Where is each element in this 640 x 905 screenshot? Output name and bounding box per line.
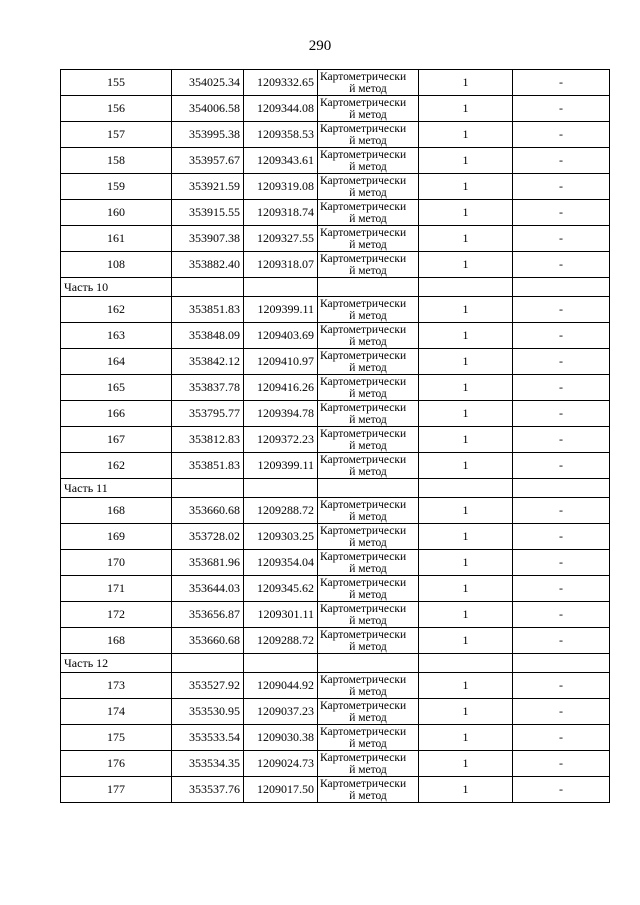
note-cell: -: [513, 699, 610, 725]
x-coordinate-cell: 354025.34: [172, 70, 244, 96]
table-row: [61, 200, 610, 226]
method-line-1: Картометрически: [320, 148, 407, 161]
x-coordinate-cell: 354006.58: [172, 96, 244, 122]
table-row: [61, 576, 610, 602]
method-cell: [318, 297, 419, 323]
method-line-2: й метод: [349, 536, 387, 549]
table-row: [61, 70, 610, 96]
accuracy-cell: 1: [419, 226, 513, 252]
page-number: 290: [308, 38, 332, 54]
empty-cell: [244, 278, 318, 297]
x-coordinate-cell: 353656.87: [172, 602, 244, 628]
method-cell: [318, 375, 419, 401]
x-coordinate-cell: 353660.68: [172, 498, 244, 524]
table-row: [61, 699, 610, 725]
part-label: Часть 12: [61, 654, 172, 673]
method-line-1: Картометрически: [320, 226, 407, 239]
method-cell: [318, 699, 419, 725]
method-cell: [318, 751, 419, 777]
y-coordinate-cell: 1209399.11: [244, 453, 318, 479]
note-cell: -: [513, 628, 610, 654]
method-cell: [318, 725, 419, 751]
method-cell: [318, 628, 419, 654]
note-cell: -: [513, 498, 610, 524]
table-row: [61, 498, 610, 524]
x-coordinate-cell: 353728.02: [172, 524, 244, 550]
method-line-2: й метод: [349, 264, 387, 277]
method-cell: [318, 498, 419, 524]
note-cell: -: [513, 200, 610, 226]
method-line-2: й метод: [349, 82, 387, 95]
method-cell: [318, 576, 419, 602]
accuracy-cell: 1: [419, 252, 513, 278]
accuracy-cell: 1: [419, 174, 513, 200]
method-line-1: Картометрически: [320, 576, 407, 589]
table-row: [61, 427, 610, 453]
x-coordinate-cell: 353837.78: [172, 375, 244, 401]
accuracy-cell: 1: [419, 349, 513, 375]
accuracy-cell: 1: [419, 453, 513, 479]
point-number-cell: 161: [61, 226, 172, 252]
method-cell: [318, 550, 419, 576]
accuracy-cell: 1: [419, 777, 513, 803]
method-cell: [318, 401, 419, 427]
method-line-2: й метод: [349, 212, 387, 225]
note-cell: -: [513, 375, 610, 401]
x-coordinate-cell: 353812.83: [172, 427, 244, 453]
accuracy-cell: 1: [419, 323, 513, 349]
method-line-2: й метод: [349, 640, 387, 653]
method-cell: [318, 148, 419, 174]
y-coordinate-cell: 1209327.55: [244, 226, 318, 252]
accuracy-cell: 1: [419, 550, 513, 576]
method-line-1: Картометрически: [320, 550, 407, 563]
part-header-row: [61, 479, 610, 498]
note-cell: -: [513, 453, 610, 479]
table-row: [61, 725, 610, 751]
method-line-2: й метод: [349, 763, 387, 776]
y-coordinate-cell: 1209030.38: [244, 725, 318, 751]
point-number-cell: 176: [61, 751, 172, 777]
method-line-2: й метод: [349, 465, 387, 478]
point-number-cell: 108: [61, 252, 172, 278]
point-number-cell: 157: [61, 122, 172, 148]
point-number-cell: 160: [61, 200, 172, 226]
point-number-cell: 168: [61, 498, 172, 524]
method-line-1: Картометрически: [320, 375, 407, 388]
table-row: [61, 96, 610, 122]
method-line-1: Картометрически: [320, 297, 407, 310]
coordinates-table-body: [61, 70, 610, 803]
point-number-cell: 171: [61, 576, 172, 602]
method-line-1: Картометрически: [320, 122, 407, 135]
x-coordinate-cell: 353907.38: [172, 226, 244, 252]
table-row: [61, 751, 610, 777]
point-number-cell: 169: [61, 524, 172, 550]
y-coordinate-cell: 1209343.61: [244, 148, 318, 174]
y-coordinate-cell: 1209318.07: [244, 252, 318, 278]
x-coordinate-cell: 353882.40: [172, 252, 244, 278]
point-number-cell: 172: [61, 602, 172, 628]
y-coordinate-cell: 1209024.73: [244, 751, 318, 777]
empty-cell: [244, 479, 318, 498]
method-line-1: Картометрически: [320, 427, 407, 440]
accuracy-cell: 1: [419, 725, 513, 751]
accuracy-cell: 1: [419, 200, 513, 226]
note-cell: -: [513, 524, 610, 550]
method-line-1: Картометрически: [320, 96, 407, 109]
method-cell: [318, 323, 419, 349]
method-line-2: й метод: [349, 160, 387, 173]
table-row: [61, 673, 610, 699]
table-row: [61, 252, 610, 278]
point-number-cell: 177: [61, 777, 172, 803]
accuracy-cell: 1: [419, 375, 513, 401]
accuracy-cell: 1: [419, 401, 513, 427]
x-coordinate-cell: 353851.83: [172, 453, 244, 479]
empty-cell: [172, 479, 244, 498]
method-line-2: й метод: [349, 562, 387, 575]
method-line-1: Картометрически: [320, 628, 407, 641]
y-coordinate-cell: 1209344.08: [244, 96, 318, 122]
y-coordinate-cell: 1209394.78: [244, 401, 318, 427]
point-number-cell: 170: [61, 550, 172, 576]
y-coordinate-cell: 1209403.69: [244, 323, 318, 349]
x-coordinate-cell: 353995.38: [172, 122, 244, 148]
method-line-1: Картометрически: [320, 200, 407, 213]
method-line-1: Картометрически: [320, 751, 407, 764]
method-line-2: й метод: [349, 413, 387, 426]
point-number-cell: 162: [61, 453, 172, 479]
table-row: [61, 122, 610, 148]
method-line-1: Картометрически: [320, 699, 407, 712]
method-cell: [318, 602, 419, 628]
method-line-1: Картометрически: [320, 70, 407, 83]
accuracy-cell: 1: [419, 70, 513, 96]
y-coordinate-cell: 1209288.72: [244, 628, 318, 654]
method-line-1: Картометрически: [320, 524, 407, 537]
y-coordinate-cell: 1209044.92: [244, 673, 318, 699]
table-row: [61, 524, 610, 550]
table-row: [61, 375, 610, 401]
empty-cell: [419, 479, 513, 498]
method-cell: [318, 122, 419, 148]
method-cell: [318, 96, 419, 122]
point-number-cell: 155: [61, 70, 172, 96]
x-coordinate-cell: 353921.59: [172, 174, 244, 200]
accuracy-cell: 1: [419, 673, 513, 699]
table-row: [61, 777, 610, 803]
empty-cell: [318, 278, 419, 297]
method-cell: [318, 673, 419, 699]
method-line-2: й метод: [349, 737, 387, 750]
note-cell: -: [513, 70, 610, 96]
note-cell: -: [513, 122, 610, 148]
note-cell: -: [513, 96, 610, 122]
accuracy-cell: 1: [419, 427, 513, 453]
note-cell: -: [513, 550, 610, 576]
method-cell: [318, 174, 419, 200]
part-label: Часть 11: [61, 479, 172, 498]
method-line-2: й метод: [349, 711, 387, 724]
empty-cell: [318, 654, 419, 673]
x-coordinate-cell: 353537.76: [172, 777, 244, 803]
accuracy-cell: 1: [419, 699, 513, 725]
table-row: [61, 550, 610, 576]
method-line-2: й метод: [349, 134, 387, 147]
method-line-2: й метод: [349, 335, 387, 348]
method-cell: [318, 200, 419, 226]
point-number-cell: 165: [61, 375, 172, 401]
method-line-2: й метод: [349, 789, 387, 802]
x-coordinate-cell: 353848.09: [172, 323, 244, 349]
y-coordinate-cell: 1209332.65: [244, 70, 318, 96]
method-line-2: й метод: [349, 439, 387, 452]
note-cell: -: [513, 576, 610, 602]
method-line-1: Картометрически: [320, 725, 407, 738]
method-cell: [318, 349, 419, 375]
y-coordinate-cell: 1209037.23: [244, 699, 318, 725]
note-cell: -: [513, 323, 610, 349]
x-coordinate-cell: 353795.77: [172, 401, 244, 427]
table-row: [61, 453, 610, 479]
y-coordinate-cell: 1209318.74: [244, 200, 318, 226]
accuracy-cell: 1: [419, 751, 513, 777]
coordinates-table: [60, 69, 610, 803]
accuracy-cell: 1: [419, 628, 513, 654]
point-number-cell: 168: [61, 628, 172, 654]
y-coordinate-cell: 1209288.72: [244, 498, 318, 524]
empty-cell: [318, 479, 419, 498]
note-cell: -: [513, 602, 610, 628]
method-line-1: Картометрически: [320, 498, 407, 511]
method-line-2: й метод: [349, 685, 387, 698]
y-coordinate-cell: 1209354.04: [244, 550, 318, 576]
y-coordinate-cell: 1209399.11: [244, 297, 318, 323]
method-line-1: Картометрически: [320, 602, 407, 615]
x-coordinate-cell: 353957.67: [172, 148, 244, 174]
note-cell: -: [513, 777, 610, 803]
empty-cell: [172, 278, 244, 297]
x-coordinate-cell: 353533.54: [172, 725, 244, 751]
x-coordinate-cell: 353660.68: [172, 628, 244, 654]
x-coordinate-cell: 353527.92: [172, 673, 244, 699]
y-coordinate-cell: 1209416.26: [244, 375, 318, 401]
accuracy-cell: 1: [419, 602, 513, 628]
method-line-1: Картометрически: [320, 453, 407, 466]
empty-cell: [513, 654, 610, 673]
point-number-cell: 162: [61, 297, 172, 323]
accuracy-cell: 1: [419, 148, 513, 174]
method-line-1: Картометрически: [320, 323, 407, 336]
accuracy-cell: 1: [419, 498, 513, 524]
method-cell: [318, 70, 419, 96]
empty-cell: [419, 654, 513, 673]
table-row: [61, 174, 610, 200]
table-row: [61, 297, 610, 323]
part-header-row: [61, 654, 610, 673]
accuracy-cell: 1: [419, 524, 513, 550]
point-number-cell: 175: [61, 725, 172, 751]
table-row: [61, 628, 610, 654]
method-line-1: Картометрически: [320, 349, 407, 362]
accuracy-cell: 1: [419, 297, 513, 323]
note-cell: -: [513, 401, 610, 427]
point-number-cell: 173: [61, 673, 172, 699]
method-line-1: Картометрически: [320, 174, 407, 187]
y-coordinate-cell: 1209301.11: [244, 602, 318, 628]
note-cell: -: [513, 174, 610, 200]
point-number-cell: 167: [61, 427, 172, 453]
note-cell: -: [513, 226, 610, 252]
method-cell: [318, 226, 419, 252]
method-cell: [318, 453, 419, 479]
method-cell: [318, 427, 419, 453]
method-line-1: Картометрически: [320, 252, 407, 265]
method-cell: [318, 524, 419, 550]
method-line-2: й метод: [349, 588, 387, 601]
note-cell: -: [513, 725, 610, 751]
method-cell: [318, 777, 419, 803]
y-coordinate-cell: 1209358.53: [244, 122, 318, 148]
table-row: [61, 349, 610, 375]
note-cell: -: [513, 349, 610, 375]
note-cell: -: [513, 673, 610, 699]
point-number-cell: 166: [61, 401, 172, 427]
method-line-1: Картометрически: [320, 777, 407, 790]
point-number-cell: 159: [61, 174, 172, 200]
part-label: Часть 10: [61, 278, 172, 297]
point-number-cell: 156: [61, 96, 172, 122]
method-line-2: й метод: [349, 361, 387, 374]
x-coordinate-cell: 353842.12: [172, 349, 244, 375]
x-coordinate-cell: 353851.83: [172, 297, 244, 323]
note-cell: -: [513, 252, 610, 278]
table-row: [61, 148, 610, 174]
y-coordinate-cell: 1209345.62: [244, 576, 318, 602]
method-line-2: й метод: [349, 309, 387, 322]
method-line-2: й метод: [349, 108, 387, 121]
accuracy-cell: 1: [419, 576, 513, 602]
empty-cell: [419, 278, 513, 297]
empty-cell: [513, 479, 610, 498]
x-coordinate-cell: 353530.95: [172, 699, 244, 725]
point-number-cell: 163: [61, 323, 172, 349]
empty-cell: [244, 654, 318, 673]
y-coordinate-cell: 1209303.25: [244, 524, 318, 550]
method-cell: [318, 252, 419, 278]
method-line-2: й метод: [349, 387, 387, 400]
table-row: [61, 323, 610, 349]
accuracy-cell: 1: [419, 122, 513, 148]
table-row: [61, 602, 610, 628]
method-line-1: Картометрически: [320, 401, 407, 414]
point-number-cell: 158: [61, 148, 172, 174]
y-coordinate-cell: 1209319.08: [244, 174, 318, 200]
point-number-cell: 164: [61, 349, 172, 375]
note-cell: -: [513, 148, 610, 174]
x-coordinate-cell: 353915.55: [172, 200, 244, 226]
part-header-row: [61, 278, 610, 297]
accuracy-cell: 1: [419, 96, 513, 122]
x-coordinate-cell: 353534.35: [172, 751, 244, 777]
y-coordinate-cell: 1209017.50: [244, 777, 318, 803]
table-row: [61, 226, 610, 252]
x-coordinate-cell: 353644.03: [172, 576, 244, 602]
y-coordinate-cell: 1209372.23: [244, 427, 318, 453]
point-number-cell: 174: [61, 699, 172, 725]
method-line-2: й метод: [349, 614, 387, 627]
note-cell: -: [513, 751, 610, 777]
y-coordinate-cell: 1209410.97: [244, 349, 318, 375]
method-line-1: Картометрически: [320, 673, 407, 686]
note-cell: -: [513, 297, 610, 323]
table-row: [61, 401, 610, 427]
x-coordinate-cell: 353681.96: [172, 550, 244, 576]
method-line-2: й метод: [349, 238, 387, 251]
empty-cell: [513, 278, 610, 297]
empty-cell: [172, 654, 244, 673]
note-cell: -: [513, 427, 610, 453]
method-line-2: й метод: [349, 186, 387, 199]
method-line-2: й метод: [349, 510, 387, 523]
